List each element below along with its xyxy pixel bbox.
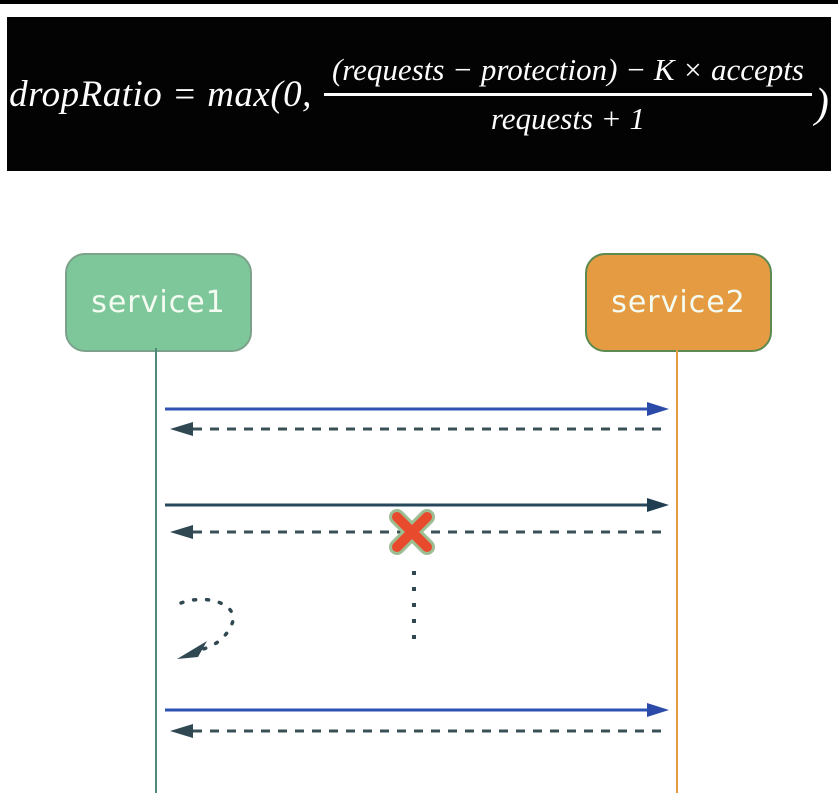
drop-ratio-formula-banner (7, 17, 831, 171)
actor-service1-label: service1 (91, 285, 226, 320)
message-1-request-arrow (165, 402, 669, 416)
message-2-response-arrow (170, 422, 661, 436)
message-arrows-layer (0, 173, 838, 803)
message-7-response-arrow (170, 724, 661, 738)
dropped-x-icon (397, 517, 427, 547)
formula-numerator: (requests − protection) − K × accepts (324, 52, 812, 96)
formula-closing-paren: ) (814, 81, 829, 127)
actor-service2-label: service2 (611, 285, 746, 320)
service1-self-loop-arrow (177, 599, 233, 659)
formula-fraction (324, 52, 812, 136)
top-border-strip (0, 0, 838, 4)
formula-denominator: requests + 1 (490, 100, 645, 136)
formula-prefix: dropRatio = max(0, (9, 73, 312, 115)
sequence-diagram (0, 173, 838, 803)
message-6-request-arrow (165, 703, 669, 717)
message-3-request-arrow (165, 498, 669, 512)
